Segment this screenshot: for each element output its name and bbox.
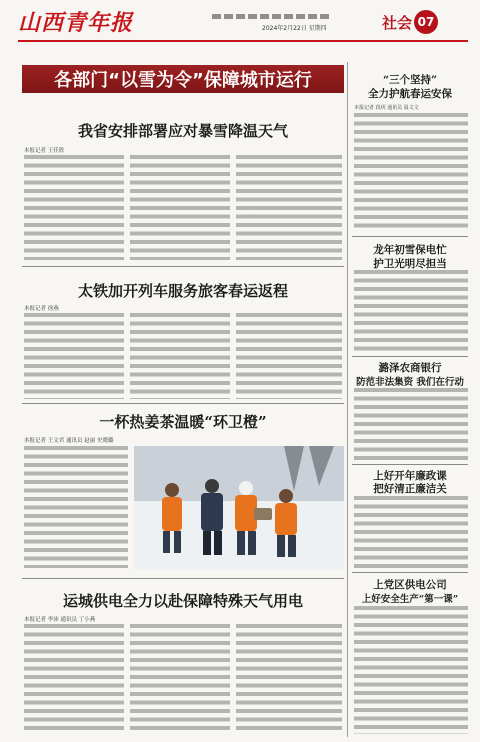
sanitation-workers-photo (134, 446, 344, 570)
sidebar-1-headline-line-1: “三个坚持” (382, 74, 438, 86)
sidebar-4-headline-line-2: 把好清正廉洁关 (373, 483, 447, 495)
article-3-body-col-1 (24, 446, 128, 568)
article-2-headline: 太铁加开列车服务旅客春运返程 (77, 282, 288, 300)
sidebar-4-headline-line-1: 上好开年廉政课 (373, 470, 447, 482)
article-2-body-col-3 (236, 313, 342, 399)
article-separator (22, 266, 344, 267)
article-1-body-col-2 (130, 155, 230, 260)
page-banner-title: 各部门“以雪为令”保障城市运行 (22, 65, 344, 93)
article-1-byline: 本报记者 王佳欣 (24, 148, 65, 154)
sidebar-5-headline-line-1: 上党区供电公司 (373, 579, 447, 591)
sidebar-3-headline-line-1: 潞泽农商银行 (378, 362, 442, 374)
section-title: 社会 (382, 14, 413, 32)
article-3-byline: 本报记者 王文君 通讯员 赵丽 史晓璐 (24, 438, 114, 444)
article-separator (22, 403, 344, 404)
sidebar-5-headline-line-2: 上好安全生产“第一课” (361, 594, 459, 605)
sidebar-5-body (354, 606, 468, 734)
photo-illustration (134, 446, 344, 570)
article-1-headline: 我省安排部署应对暴雪降温天气 (77, 122, 288, 140)
article-4-body-col-3 (236, 624, 342, 734)
sidebar-2-headline-line-1: 龙年初雪保电忙 (373, 244, 447, 256)
article-4-headline: 运城供电全力以赴保障特殊天气用电 (62, 592, 303, 610)
masthead-rule (18, 40, 468, 42)
sidebar-4-body (354, 496, 468, 568)
sidebar-separator (352, 236, 468, 237)
sidebar-2-body (354, 270, 468, 352)
sidebar-1-headline-line-2: 全力护航春运安保 (368, 88, 452, 100)
article-4-body-col-2 (130, 624, 230, 734)
article-2-byline: 本报记者 徐燕 (24, 306, 59, 312)
sidebar-separator (352, 464, 468, 465)
ginger-tea-cup (254, 508, 272, 520)
article-separator (22, 578, 344, 579)
editor-credits-line (212, 14, 332, 19)
article-1-body-col-1 (24, 155, 124, 260)
sidebar-separator (352, 572, 468, 573)
sidebar-3-body (354, 388, 468, 460)
article-2-body-col-2 (130, 313, 230, 399)
newspaper-logo: 山西青年报 (18, 10, 134, 36)
sidebar-3-headline-line-2: 防范非法集资 我们在行动 (356, 377, 464, 388)
sidebar-separator (352, 356, 468, 357)
sidebar-1-byline: 本报记者 段玥 通讯员 温文文 (354, 105, 419, 111)
page-number-badge: 07 (414, 10, 438, 34)
sidebar-1-body (354, 113, 468, 231)
sidebar-2-headline-line-2: 护卫光明尽担当 (373, 258, 447, 270)
article-1-body-col-3 (236, 155, 342, 260)
article-2-body-col-1 (24, 313, 124, 399)
article-4-body-col-1 (24, 624, 124, 734)
issue-date: 2024年2月22日 星期四 (262, 25, 327, 32)
column-divider (347, 62, 348, 737)
article-4-byline: 本报记者 李沛 通讯员 丁小燕 (24, 617, 96, 623)
article-3-headline: 一杯热姜茶温暖“环卫橙” (99, 413, 267, 431)
